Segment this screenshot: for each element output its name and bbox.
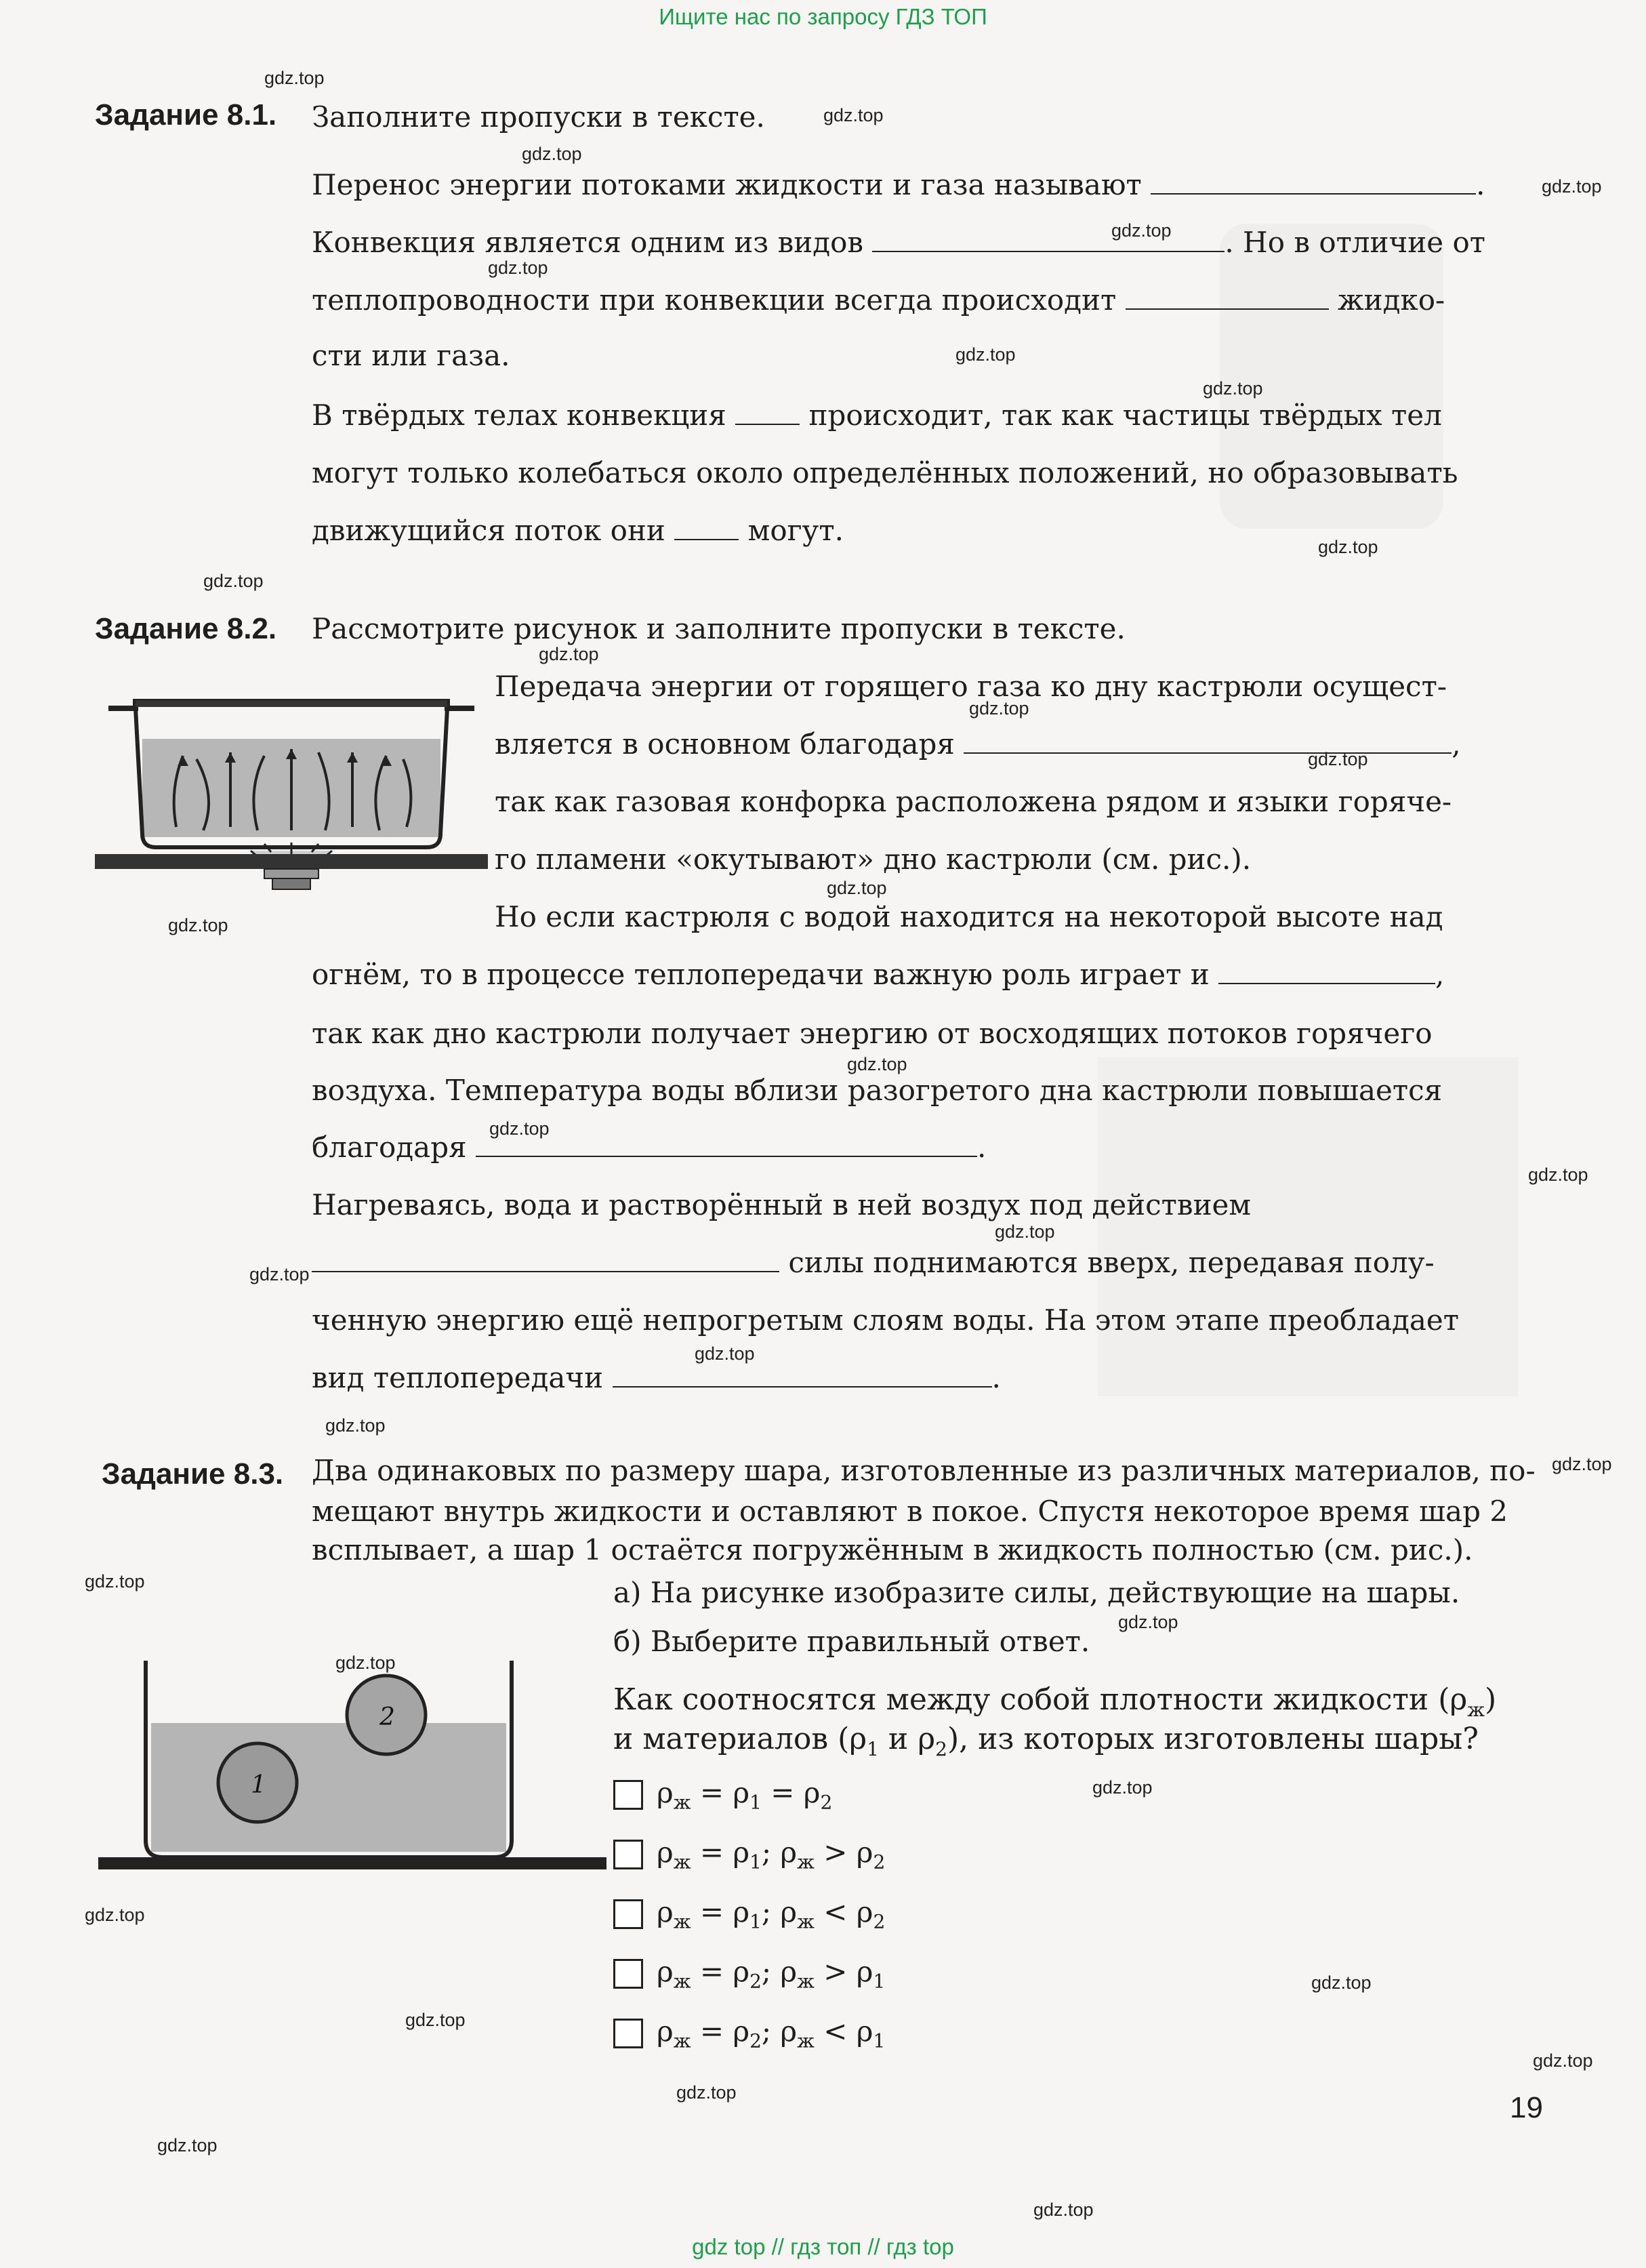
answer-blank[interactable] xyxy=(735,423,800,425)
text-line: огнём, то в процессе теплопередачи важную роль играет и , xyxy=(312,958,1445,991)
watermark: gdz.top xyxy=(335,1653,396,1673)
answer-option: $\rho_ж = \rho_1$; $\rho_ж > \rho_2$ xyxy=(613,1836,885,1873)
text-line: Но если кастрюля с водой находится на некоторой высоте над xyxy=(495,900,1443,933)
watermark: gdz.top xyxy=(955,344,1016,365)
answer-blank[interactable] xyxy=(1126,308,1329,310)
watermark: gdz.top xyxy=(1552,1454,1612,1474)
question-line: Как соотносятся между собой плотности жидкости $(\rho_ж)$ xyxy=(613,1682,1497,1721)
watermark: gdz.top xyxy=(995,1221,1055,1242)
task-title: Задание 8.3. xyxy=(102,1457,284,1491)
task-instruction: Рассмотрите рисунок и заполните пропуски в тексте. xyxy=(312,612,1126,645)
watermark: gdz.top xyxy=(1118,1612,1178,1632)
text-line: мещают внутрь жидкости и оставляют в покое. Спустя некоторое время шар 2 xyxy=(312,1495,1508,1528)
watermark: gdz.top xyxy=(1092,1777,1153,1798)
watermark: gdz.top xyxy=(1318,537,1378,557)
answer-blank[interactable] xyxy=(674,538,739,540)
option-checkbox[interactable] xyxy=(613,1780,643,1810)
watermark: gdz.top xyxy=(325,1415,386,1436)
text-line: так как газовая конфорка расположена рядом и языки горяче- xyxy=(495,785,1452,818)
option-checkbox[interactable] xyxy=(613,1899,643,1929)
text-line: В твёрдых телах конвекция происходит, так как частицы твёрдых тел xyxy=(312,399,1442,432)
pot-on-burner-illustration xyxy=(95,681,488,891)
ball-2-label: 2 xyxy=(379,1703,395,1731)
watermark: gdz.top xyxy=(539,644,599,664)
text-line: ченную энергию ещё непрогретым слоям воды. На этом этапе преобладает xyxy=(312,1303,1459,1337)
answer-blank[interactable] xyxy=(312,1270,779,1272)
answer-blank[interactable] xyxy=(1151,193,1476,195)
watermark: gdz.top xyxy=(1111,220,1172,241)
text-line: могут только колебаться около определённых положений, но образовывать xyxy=(312,456,1458,489)
task-title: Задание 8.2. xyxy=(95,612,277,645)
ball-1-label: 1 xyxy=(251,1771,266,1799)
text-line: Два одинаковых по размеру шара, изготовленные из различных материалов, по- xyxy=(312,1454,1536,1487)
text-line: так как дно кастрюли получает энергию от восходящих потоков горячего xyxy=(312,1017,1433,1050)
option-checkbox[interactable] xyxy=(613,1959,643,1989)
footer-link[interactable]: gdz top // гдз топ // гдз top xyxy=(692,2234,954,2259)
text-line: воздуха. Температура воды вблизи разогретого дна кастрюли повышается xyxy=(312,1074,1443,1107)
answer-option: $\rho_ж = \rho_2$; $\rho_ж > \rho_1$ xyxy=(613,1955,885,1992)
watermark: gdz.top xyxy=(827,878,887,898)
answer-blank[interactable] xyxy=(964,752,1452,754)
watermark: gdz.top xyxy=(823,105,884,125)
text-line: Перенос энергии потоками жидкости и газа называют . xyxy=(312,168,1485,201)
watermark: gdz.top xyxy=(522,144,582,164)
watermark: gdz.top xyxy=(1533,2050,1593,2071)
text-line: движущийся поток они могут. xyxy=(312,514,844,547)
watermark: gdz.top xyxy=(157,2135,218,2155)
watermark: gdz.top xyxy=(695,1343,755,1364)
watermark: gdz.top xyxy=(676,2082,737,2103)
watermark: gdz.top xyxy=(203,571,264,591)
answer-blank[interactable] xyxy=(476,1155,977,1157)
text-line: благодаря . xyxy=(312,1131,987,1164)
beaker-with-balls-illustration xyxy=(98,1661,606,1884)
watermark: gdz.top xyxy=(1528,1165,1588,1185)
answer-option: $\rho_ж = \rho_1 = \rho_2$ xyxy=(613,1776,832,1813)
watermark: gdz.top xyxy=(85,1905,145,1925)
text-line: вид теплопередачи . xyxy=(312,1361,1001,1394)
answer-blank[interactable] xyxy=(872,250,1225,252)
answer-blank[interactable] xyxy=(613,1385,992,1388)
text-line: го пламени «окутывают» дно кастрюли (см. рис.). xyxy=(495,843,1252,876)
text-line: сти или газа. xyxy=(312,339,510,372)
task-instruction: Заполните пропуски в тексте. xyxy=(312,100,765,134)
text-line: теплопроводности при конвекции всегда происходит жидко- xyxy=(312,283,1445,317)
watermark: gdz.top xyxy=(489,1118,550,1139)
watermark: gdz.top xyxy=(1203,378,1263,399)
subtask-b: б) Выберите правильный ответ. xyxy=(613,1625,1090,1658)
page-number: 19 xyxy=(1510,2091,1543,2124)
watermark: gdz.top xyxy=(405,2010,466,2030)
text-line: Нагреваясь, вода и растворённый в ней воздух под действием xyxy=(312,1188,1252,1221)
watermark: gdz.top xyxy=(969,698,1029,718)
watermark: gdz.top xyxy=(1311,1972,1372,1993)
answer-option: $\rho_ж = \rho_1$; $\rho_ж < \rho_2$ xyxy=(613,1895,885,1932)
watermark: gdz.top xyxy=(1033,2200,1094,2220)
watermark: gdz.top xyxy=(168,915,228,935)
watermark: gdz.top xyxy=(85,1571,145,1592)
watermark: gdz.top xyxy=(1542,176,1602,197)
option-checkbox[interactable] xyxy=(613,2019,643,2048)
watermark: gdz.top xyxy=(847,1054,907,1074)
question-line: и материалов ($\rho_1$ и $\rho_2$), из которых изготовлены шары? xyxy=(613,1722,1479,1760)
option-checkbox[interactable] xyxy=(613,1840,643,1869)
text-line: всплывает, а шар 1 остаётся погружённым в жидкость полностью (см. рис.). xyxy=(312,1533,1473,1566)
text-line: силы поднимаются вверх, передавая полу- xyxy=(312,1234,1435,1292)
watermark: gdz.top xyxy=(1308,749,1368,769)
watermark: gdz.top xyxy=(488,258,548,278)
watermark: gdz.top xyxy=(264,68,325,88)
answer-option: $\rho_ж = \rho_2$; $\rho_ж < \rho_1$ xyxy=(613,2014,885,2052)
text-line: Конвекция является одним из видов . Но в отличие от xyxy=(312,226,1486,259)
text-line: Передача энергии от горящего газа ко дну кастрюли осущест- xyxy=(495,670,1447,703)
task-title: Задание 8.1. xyxy=(95,98,277,131)
watermark: gdz.top xyxy=(249,1264,310,1284)
text-line: вляется в основном благодаря , xyxy=(495,727,1461,761)
subtask-a: а) На рисунке изобразите силы, действующие на шары. xyxy=(613,1576,1460,1609)
answer-blank[interactable] xyxy=(1218,982,1435,984)
header-link[interactable]: Ищите нас по запросу ГДЗ ТОП xyxy=(659,4,987,29)
